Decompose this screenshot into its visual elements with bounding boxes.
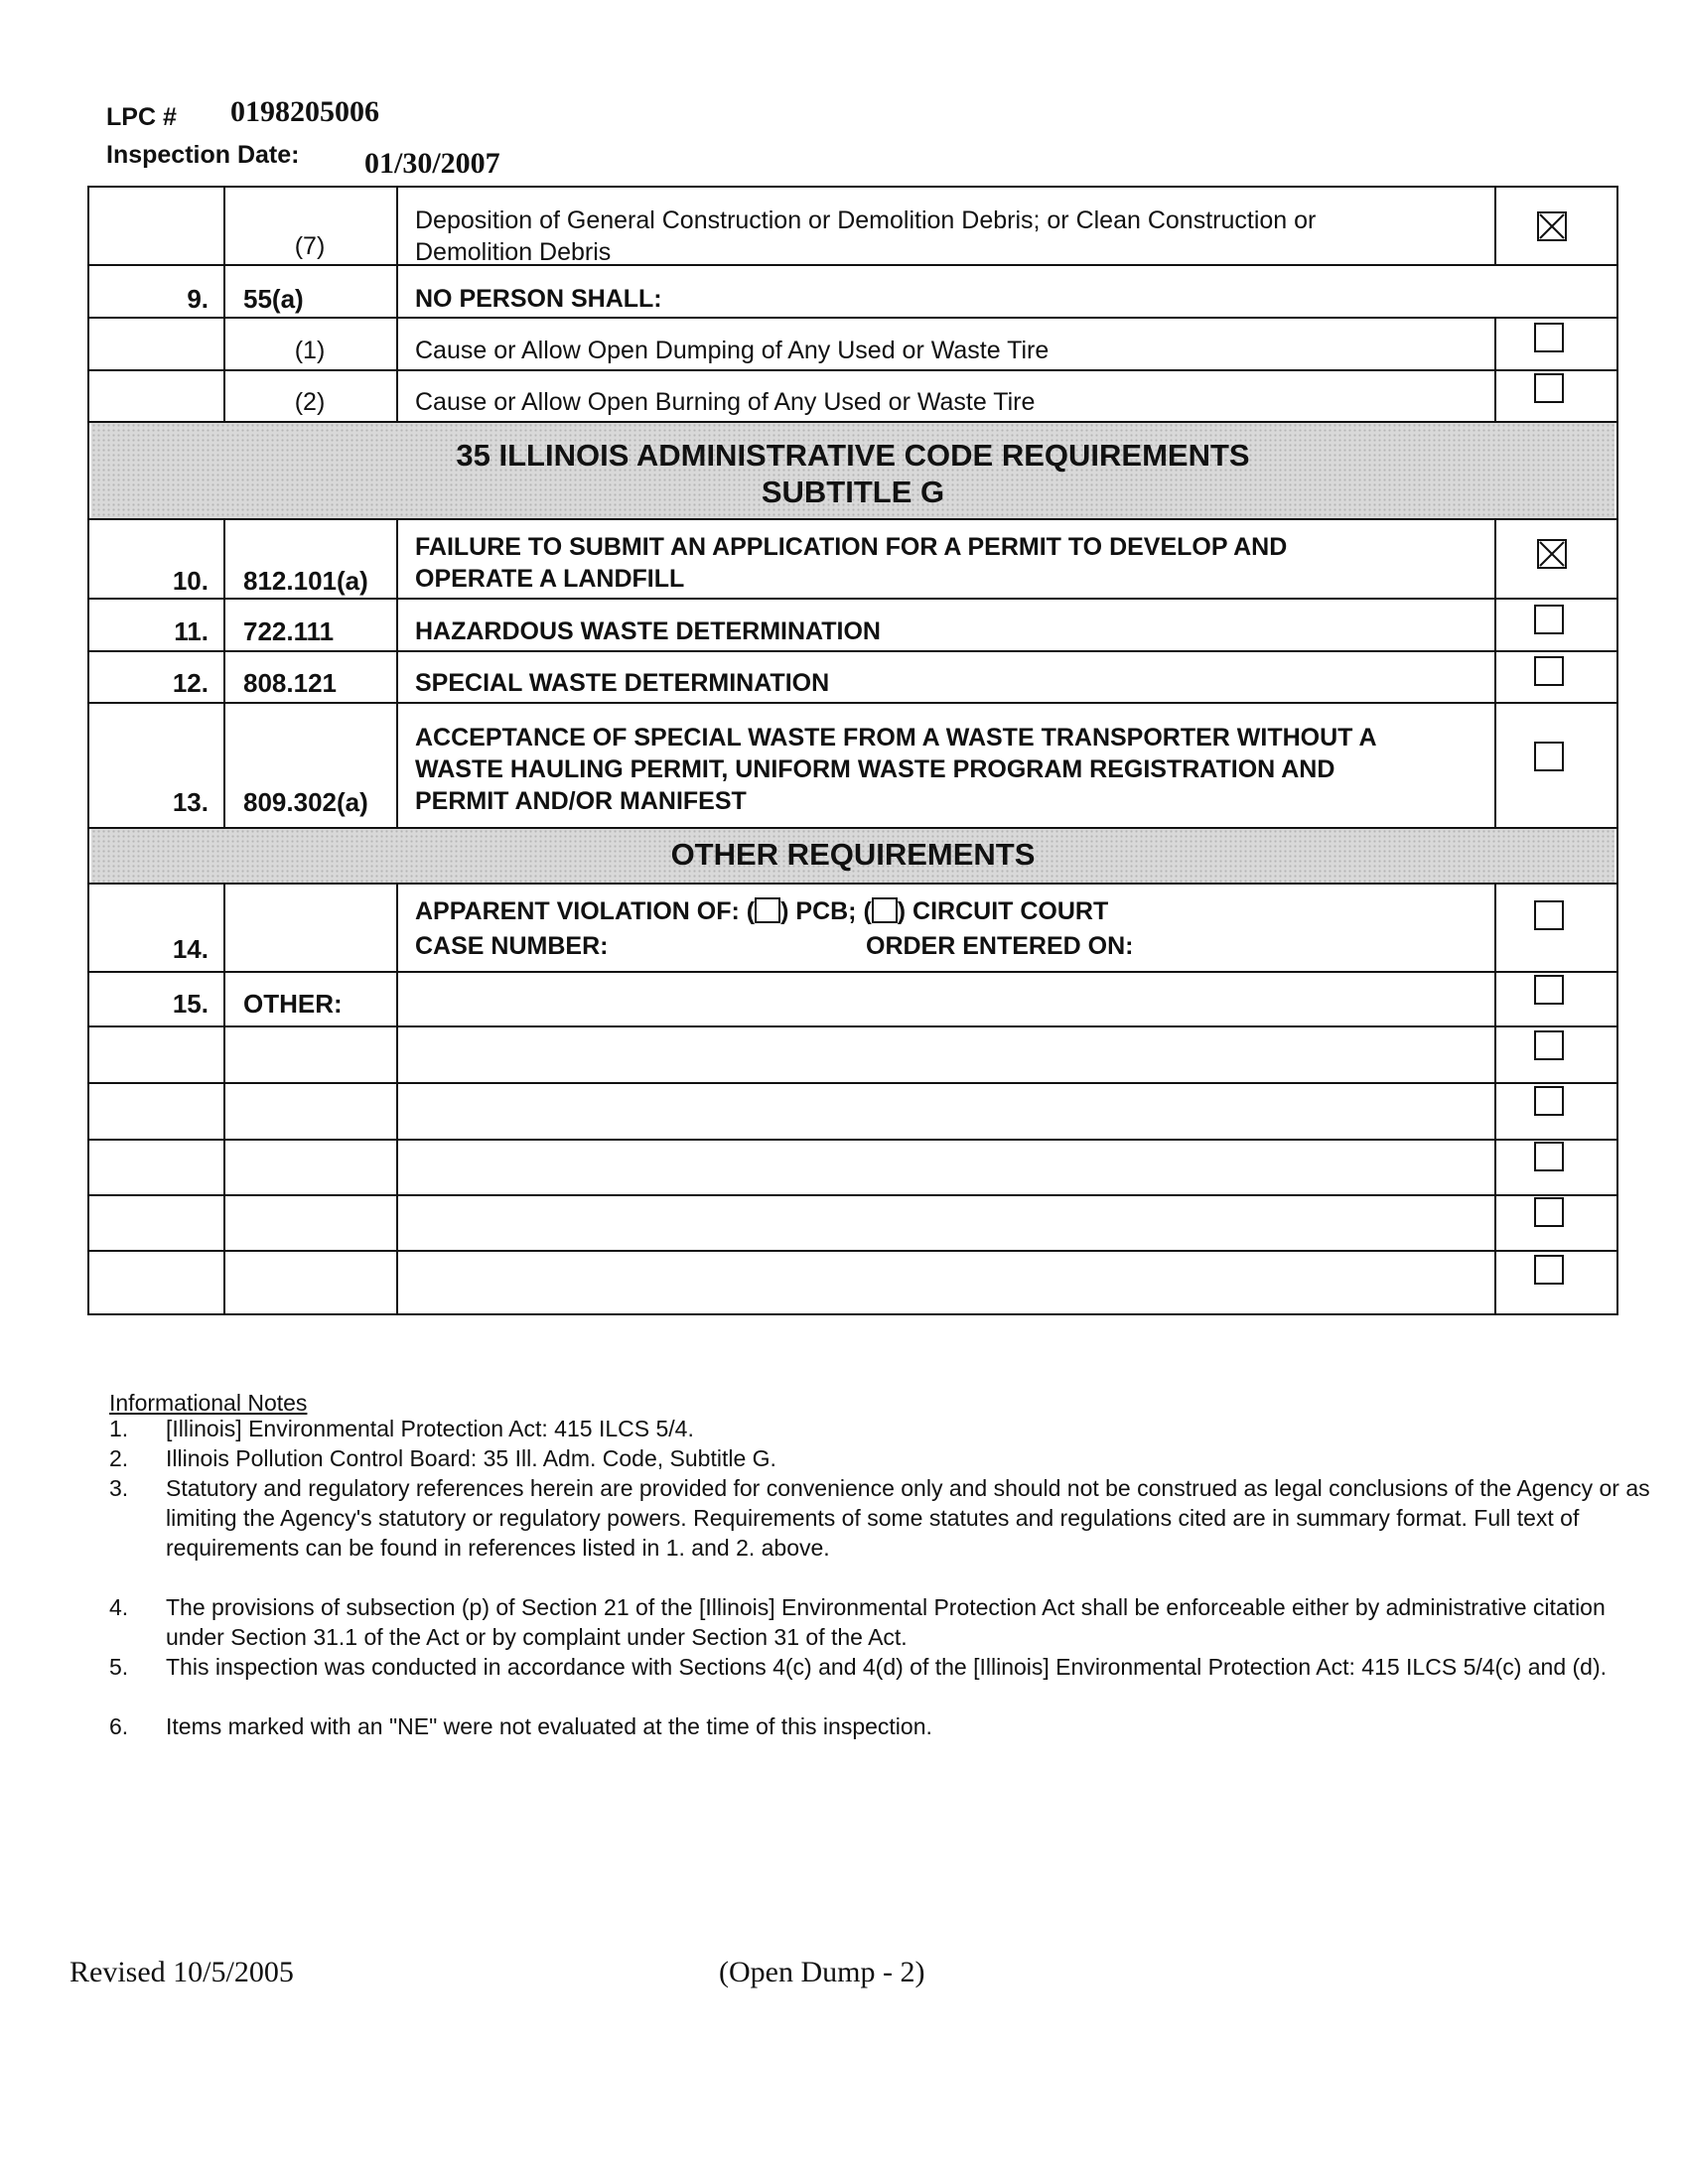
row-9-1-subsection: (1)	[294, 337, 326, 364]
note-text: The provisions of subsection (p) of Section 21 of the [Illinois] Environmental Protection Act shall be enforceable either by administrative citation under Section 31.1 of the Act or by complaint under Section 31 of the Act.	[166, 1594, 1606, 1650]
note-number: 5.	[109, 1654, 129, 1680]
row-9-description: NO PERSON SHALL:	[415, 285, 662, 313]
notes-heading: Informational Notes	[109, 1390, 308, 1416]
note-number: 1.	[109, 1416, 129, 1441]
row-15-other-label: OTHER:	[243, 989, 343, 1019]
x-mark-icon	[1539, 213, 1565, 239]
row-7-description-line2: Demolition Debris	[415, 238, 612, 266]
section-subtitle-g: SUBTITLE G	[761, 475, 945, 509]
x-mark-icon	[1539, 541, 1565, 567]
row-14-checkbox[interactable]	[1534, 900, 1564, 930]
row-13-description-line3: PERMIT AND/OR MANIFEST	[415, 787, 747, 815]
inspection-date-value: 01/30/2007	[364, 147, 500, 180]
row-11-citation: 722.111	[243, 616, 335, 646]
note-number: 2.	[109, 1445, 129, 1471]
row-14-violation-line	[415, 895, 1108, 928]
row-9-2-description: Cause or Allow Open Burning of Any Used or Waste Tire	[415, 388, 1036, 416]
row-13-description-line1: ACCEPTANCE OF SPECIAL WASTE FROM A WASTE TRANSPORTER WITHOUT A	[415, 724, 1377, 751]
note-number: 6.	[109, 1713, 129, 1739]
row-7-checkbox-checked[interactable]	[1537, 211, 1567, 241]
row-9-number: 9.	[187, 284, 209, 314]
pcb-checkbox[interactable]	[755, 897, 780, 923]
row-10-number: 10.	[172, 566, 209, 596]
row-12-number: 12.	[172, 668, 209, 698]
section-title-other-requirements: OTHER REQUIREMENTS	[670, 837, 1036, 872]
order-entered-label: ORDER ENTERED ON:	[866, 932, 1134, 960]
blank-row-1-checkbox[interactable]	[1534, 1030, 1564, 1060]
row-11-checkbox[interactable]	[1534, 605, 1564, 634]
apparent-violation-label: APPARENT VIOLATION OF: (	[415, 897, 756, 925]
blank-row-4-checkbox[interactable]	[1534, 1197, 1564, 1227]
note-text: [Illinois] Environmental Protection Act: 415 ILCS 5/4.	[166, 1416, 694, 1441]
blank-row-5-checkbox[interactable]	[1534, 1255, 1564, 1285]
row-7-subsection: (7)	[294, 232, 326, 260]
revised-date: Revised 10/5/2005	[70, 1956, 294, 1988]
row-10-citation: 812.101(a)	[243, 566, 368, 596]
row-9-1-description: Cause or Allow Open Dumping of Any Used or Waste Tire	[415, 337, 1050, 364]
row-9-citation: 55(a)	[243, 284, 304, 314]
page-label: (Open Dump - 2)	[719, 1956, 925, 1988]
row-10-description-line2: OPERATE A LANDFILL	[415, 565, 685, 593]
note-number: 4.	[109, 1594, 129, 1620]
note-text: Illinois Pollution Control Board: 35 Ill. Adm. Code, Subtitle G.	[166, 1445, 776, 1471]
row-10-description-line1: FAILURE TO SUBMIT AN APPLICATION FOR A PERMIT TO DEVELOP AND	[415, 533, 1288, 561]
row-13-checkbox[interactable]	[1534, 742, 1564, 771]
row-11-description: HAZARDOUS WASTE DETERMINATION	[415, 617, 881, 645]
row-15-number: 15.	[172, 989, 209, 1019]
row-12-citation: 808.121	[243, 668, 337, 698]
row-15-checkbox[interactable]	[1534, 975, 1564, 1005]
note-text: Statutory and regulatory references herein are provided for convenience only and should not be construed as legal conclusions of the Agency or as limiting the Agency's statutory or regulatory powers. Requirements of some statutes and regulations cited are in summary format. Full text of requirements can be found in references listed in 1. and 2. above.	[166, 1475, 1650, 1561]
row-12-checkbox[interactable]	[1534, 656, 1564, 686]
row-13-description-line2: WASTE HAULING PERMIT, UNIFORM WASTE PROGRAM REGISTRATION AND	[415, 755, 1335, 783]
row-14-number: 14.	[172, 934, 209, 964]
row-9-2-checkbox[interactable]	[1534, 373, 1564, 403]
case-number-label: CASE NUMBER:	[415, 932, 609, 960]
row-12-description: SPECIAL WASTE DETERMINATION	[415, 669, 830, 697]
row-13-citation: 809.302(a)	[243, 787, 368, 817]
note-number: 3.	[109, 1475, 129, 1501]
lpc-number: 0198205006	[230, 95, 379, 128]
note-text: Items marked with an "NE" were not evaluated at the time of this inspection.	[166, 1713, 932, 1739]
row-9-2-subsection: (2)	[294, 388, 326, 416]
blank-row-2-checkbox[interactable]	[1534, 1086, 1564, 1116]
circuit-court-checkbox[interactable]	[872, 897, 898, 923]
row-9-1-checkbox[interactable]	[1534, 323, 1564, 352]
row-13-number: 13.	[172, 787, 209, 817]
lpc-label: LPC #	[106, 103, 177, 131]
section-title-admin-code: 35 ILLINOIS ADMINISTRATIVE CODE REQUIREMENTS	[456, 438, 1250, 473]
circuit-court-label: ) CIRCUIT COURT	[897, 897, 1109, 925]
row-11-number: 11.	[174, 616, 209, 646]
blank-row-3-checkbox[interactable]	[1534, 1142, 1564, 1171]
row-7-description-line1: Deposition of General Construction or Demolition Debris; or Clean Construction or	[415, 206, 1317, 234]
inspection-date-label: Inspection Date:	[106, 141, 300, 169]
pcb-label: ) PCB; (	[780, 897, 872, 925]
row-10-checkbox-checked[interactable]	[1537, 539, 1567, 569]
note-text: This inspection was conducted in accordance with Sections 4(c) and 4(d) of the [Illinois] Environmental Protection Act: 415 ILCS 5/4(c) and (d).	[166, 1654, 1608, 1680]
